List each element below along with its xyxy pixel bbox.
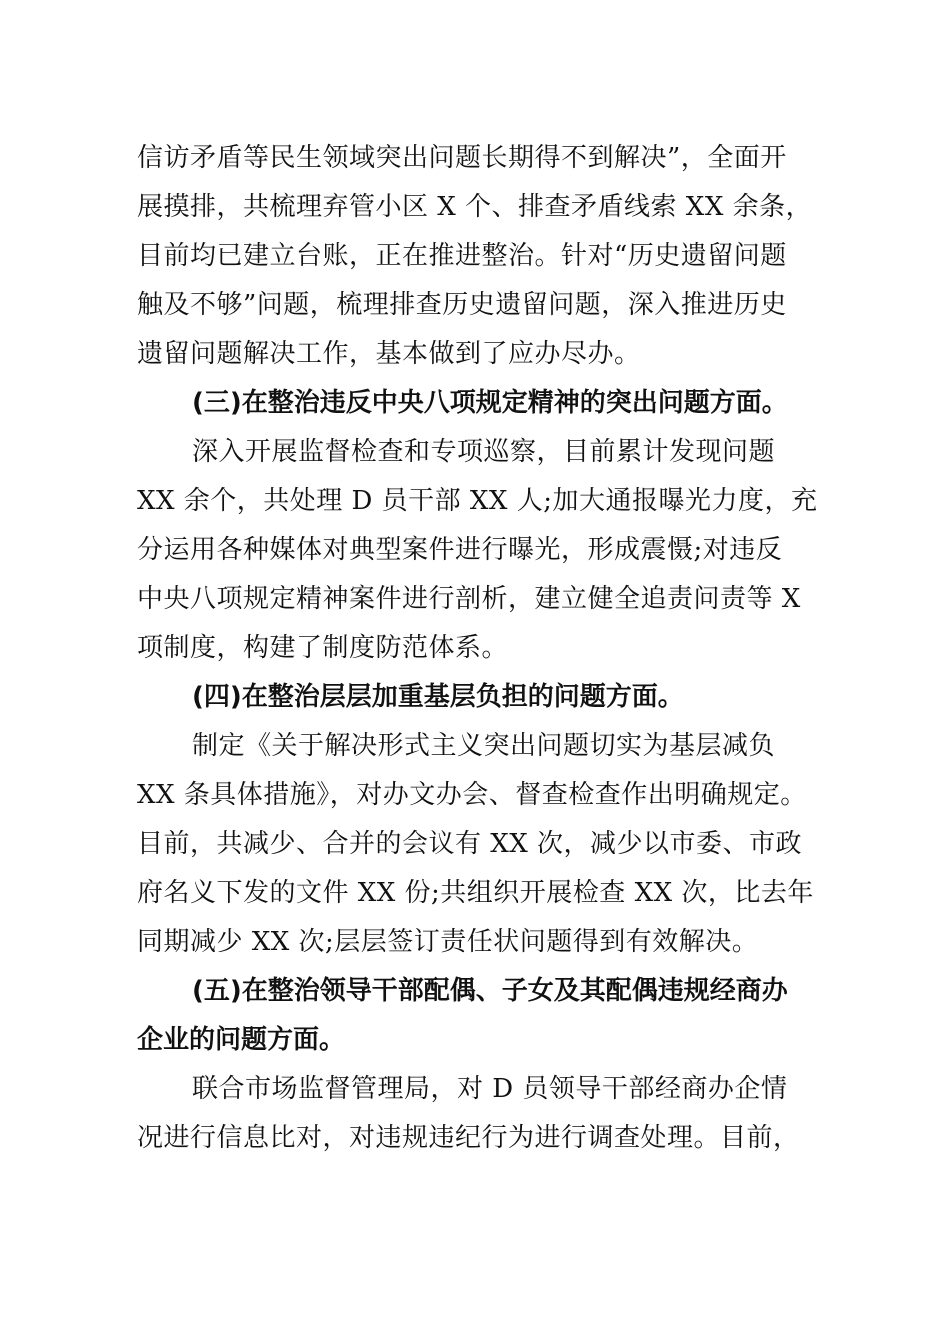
paragraph-line: XX 条具体措施》，对办文办会、督查检查作出明确规定。: [137, 780, 807, 810]
paragraph-line: 项制度，构建了制度防范体系。: [137, 633, 509, 663]
section-heading-5-cont: 企业的问题方面。: [137, 1025, 346, 1055]
paragraph-line: 联合市场监督管理局，对 D 员领导干部经商办企情: [192, 1074, 788, 1104]
section-heading-5: (五)在整治领导干部配偶、子女及其配偶违规经商办: [192, 976, 788, 1006]
paragraph-line: 府名义下发的文件 XX 份;共组织开展检查 XX 次，比去年: [137, 878, 814, 908]
paragraph-line: 遗留问题解决工作，基本做到了应办尽办。: [137, 339, 641, 369]
paragraph-line: XX 余个，共处理 D 员干部 XX 人;加大通报曝光力度，充: [137, 486, 818, 516]
paragraph-line: 展摸排，共梳理弃管小区 X 个、排查矛盾线索 XX 余条，: [137, 192, 813, 222]
paragraph-line: 深入开展监督检查和专项巡察，目前累计发现问题: [192, 437, 776, 467]
section-heading-4: (四)在整治层层加重基层负担的问题方面。: [192, 682, 684, 712]
section-heading-3: (三)在整治违反中央八项规定精神的突出问题方面。: [192, 388, 788, 418]
paragraph-line: 况进行信息比对，对违规违纪行为进行调查处理。目前，: [137, 1123, 800, 1153]
document-body: [137, 134, 827, 1163]
paragraph-line: 中央八项规定精神案件进行剖析，建立健全追责问责等 X: [137, 584, 801, 614]
paragraph-line: 目前均已建立台账，正在推进整治。针对“历史遗留问题: [137, 241, 787, 271]
paragraph-line: 制定《关于解决形式主义突出问题切实为基层减负: [192, 731, 776, 761]
paragraph-line: 信访矛盾等民生领域突出问题长期得不到解决”，全面开: [137, 143, 787, 173]
paragraph-line: 分运用各种媒体对典型案件进行曝光，形成震慑;对违反: [137, 535, 783, 565]
paragraph-line: 触及不够”问题，梳理排查历史遗留问题，深入推进历史: [137, 290, 787, 320]
paragraph-line: 同期减少 XX 次;层层签订责任状问题得到有效解决。: [137, 927, 759, 957]
paragraph-line: 目前，共减少、合并的会议有 XX 次，减少以市委、市政: [137, 829, 803, 859]
